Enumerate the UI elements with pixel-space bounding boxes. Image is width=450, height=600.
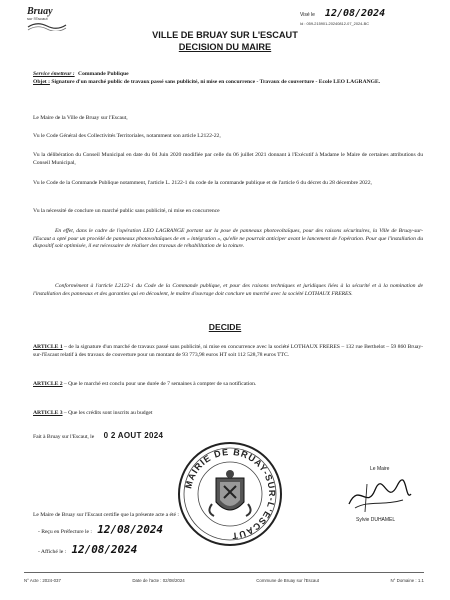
- certify-item-affichage: [38, 543, 338, 557]
- intro-line: Le Maire de la Ville de Bruay sur l'Escaut,: [33, 115, 128, 121]
- footer-bar: [24, 572, 424, 585]
- service-line: [33, 71, 423, 78]
- service-label: Service émetteur :: [33, 71, 75, 77]
- handwritten-signature-icon: [345, 476, 415, 516]
- decide-heading: DECIDE: [208, 322, 242, 332]
- prefecture-label: - Reçu en Préfecture le :: [38, 529, 92, 535]
- service-value: Commande Publique: [78, 71, 129, 77]
- stamped-date: 0 2 AOUT 2024: [103, 431, 164, 440]
- article-1-text: – de la signature d'un marché de travaux passé sans publicité, ni mise en concurrence avec la société LOTHAUX FRERES – 132 rue Berthelot – 59 860 Bruay-sur-l'Escaut relatif à des travaux de couverture pour un montant de 93 773,98 euros HT soit 112 528,78 euros TTC.: [33, 344, 424, 358]
- vu-cgct: Vu le Code Général des Collectivités Territoriales, notamment son article L2122-22,: [33, 133, 221, 139]
- footer-acte: N° Acte : 2024-037: [24, 577, 61, 583]
- prefecture-date: 12/08/2024: [97, 523, 163, 536]
- title-line-1: VILLE DE BRUAY SUR L'ESCAUT: [152, 30, 298, 40]
- vu-deliberation: Vu la délibération du Conseil Municipal en date du 04 Juin 2020 modifiée par celle du 06 juillet 2021 donnant à l'Exécutif à Madame le Maire de certaines attributions du Conseil Municipal,: [33, 152, 423, 166]
- context-paragraph: En effet, dans le cadre de l'opération LEO LAGRANGE portant sur la pose de panneaux photovoltaïques, pour des raisons sécuritaires, la Ville de Bruay-sur-l'Escaut a opté pour un procédé de panneaux photovoltaïques de en « intégration », qu'elle ne pourrait anticiper avant le lancement de l'opération. Pour que l'installation du dispositif soit optimisée, il est nécessaire de réaliser des travaux de réhabilitation de la toiture.: [33, 228, 423, 250]
- objet-label: Objet :: [33, 79, 50, 85]
- affichage-date: 12/08/2024: [71, 543, 138, 556]
- footer-commune: Commune de Bruay sur l'Escaut: [256, 577, 320, 583]
- article-1: [33, 344, 423, 359]
- visa-reference: Id : 059-215901-20240812-07_2024-BC: [300, 21, 370, 26]
- objet-text: Signature d'un marché public de travaux passé sans publicité, ni mise en concurrence - Travaux de couverture - Ecole LEO LAGRANGE.: [51, 79, 381, 85]
- objet-block: [33, 79, 423, 86]
- document-title: [0, 30, 450, 52]
- certify-text: Le Maire de Bruay sur l'Escaut certifie que la présente acte a été :: [33, 512, 179, 518]
- place-date-prefix: Fait à Bruay sur l'Escaut, le: [33, 434, 95, 440]
- logo-wordmark: Bruay: [27, 6, 53, 17]
- certify-item-prefecture: [38, 523, 338, 537]
- vu-necessite: Vu la nécessité de conclure un marché public sans publicité, ni mise en concurrence: [33, 208, 220, 214]
- article-3: [33, 410, 423, 418]
- article-2: [33, 381, 423, 389]
- legal-paragraph: Conformément à l'article L2122-1 du Code de la Commande publique, et pour des raisons techniques et juridiques liées à la sécurité et à la nomination de l'installation des panneaux et des garanties qui en découlent, le maître d'ouvrage doit conclure un marché avec la société LOTHAUX FRERES.: [33, 283, 423, 297]
- affichage-label: - Affiché le :: [38, 549, 67, 555]
- visa-label: Visé le: [300, 12, 315, 18]
- vu-code-commande: Vu le Code de la Commande Publique notamment, l'article L. 2122-1 du code de la commande publique et de l'article 6 du décret du 28 décembre 2022,: [33, 180, 372, 186]
- title-line-2: DECISION DU MAIRE: [178, 42, 272, 52]
- article-2-text: – Que le marché est conclu pour une durée de 7 semaines à compter de sa notification.: [63, 381, 257, 387]
- article-1-label: ARTICLE 1: [33, 344, 63, 350]
- article-3-text: – Que les crédits sont inscrits au budget: [63, 410, 153, 416]
- visa-stamp: [300, 3, 448, 26]
- mayor-role: Le Maire: [370, 466, 390, 472]
- article-2-label: ARTICLE 2: [33, 381, 63, 387]
- article-3-label: ARTICLE 3: [33, 410, 63, 416]
- visa-handwritten-date: 12/08/2024: [324, 8, 386, 19]
- footer-date: Date de l'acte : 02/08/2024: [132, 577, 185, 583]
- seal-text: MAIRIE DE BRUAY-SUR-L'ESCAUT: [183, 446, 278, 542]
- footer-pages: N° Domaine : 1.1: [390, 577, 424, 583]
- logo-subtext: sur l'Escaut: [27, 16, 48, 21]
- mayor-name: Sylvie DUHAMEL: [356, 517, 396, 523]
